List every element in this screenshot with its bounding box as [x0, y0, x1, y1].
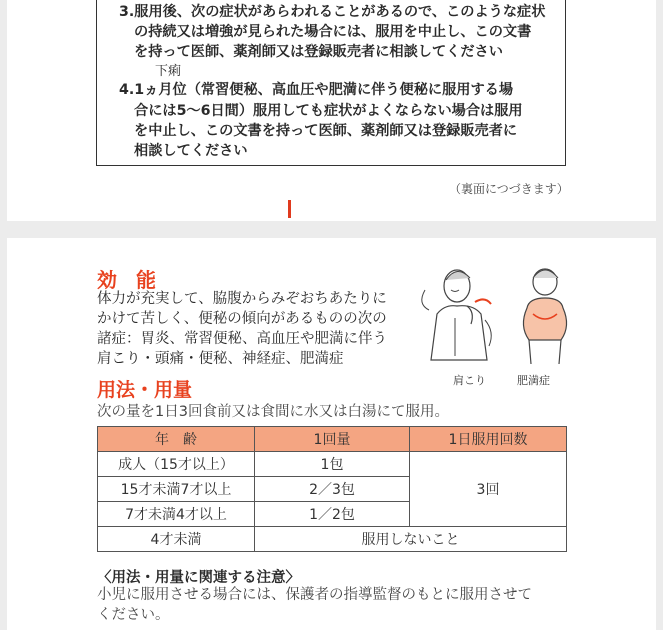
age-cell: 7才未満4才以上 — [98, 502, 255, 527]
amount-cell: 2／3包 — [255, 477, 410, 502]
warning-3-symptom: 下痢 — [155, 64, 182, 79]
age-cell: 15才未満7才以上 — [98, 477, 255, 502]
efficacy-line-1: 体力が充実して、脇腹からみぞおちあたりに — [97, 291, 387, 307]
dosage-notes-heading: 〈用法・用量に関連する注意〉 — [97, 570, 300, 586]
warning-3-line-2: の持続又は増強が見られた場合には、服用を中止し、この文書 — [134, 24, 532, 40]
age-cell: 4才未満 — [98, 527, 255, 552]
efficacy-line-4: 肩こり・頭痛・便秘、神経症、肥満症 — [97, 351, 344, 367]
header-daily-count: 1日服用回数 — [410, 427, 567, 452]
table-row — [98, 452, 567, 477]
dosage-intro: 次の量を1日3回食前又は食間に水又は白湯にて服用。 — [97, 404, 449, 420]
dosage-heading: 用法・用量 — [97, 379, 193, 401]
warning-4-line-4: 相談してください — [134, 143, 248, 159]
amount-cell: 1／2包 — [255, 502, 410, 527]
efficacy-heading: 効 能 — [97, 268, 162, 292]
table-row — [98, 527, 567, 552]
header-age: 年 齢 — [98, 427, 255, 452]
stiff-shoulder-illustration — [415, 260, 505, 368]
header-dose: 1回量 — [255, 427, 410, 452]
figure-label-obesity: 肥満症 — [517, 374, 550, 387]
page-marker — [288, 200, 291, 218]
warnings-box — [96, 0, 566, 166]
table-header-row — [98, 427, 567, 452]
warning-3-line-3: を持って医師、薬剤師又は登録販売者に相談してください — [134, 44, 503, 60]
dosage-table — [97, 426, 567, 552]
not-for-use-cell: 服用しないこと — [255, 527, 567, 552]
efficacy-line-3: 諸症：胃炎、常習便秘、高血圧や肥満に伴う — [97, 331, 387, 347]
leaflet-page-back — [7, 238, 656, 630]
dosage-notes-line-1: 小児に服用させる場合には、保護者の指導監督のもとに服用させて — [97, 587, 532, 603]
daily-count-cell: 3回 — [410, 452, 567, 527]
warning-3-line-1: 3.服用後、次の症状があらわれることがあるので、このような症状 — [119, 4, 546, 20]
warning-4-line-2: 合には5～6日間）服用しても症状がよくならない場合は服用 — [134, 103, 523, 119]
warning-4-line-1: 4.1ヵ月位（常習便秘、高血圧や肥満に伴う便秘に服用する場 — [119, 82, 514, 98]
figure-label-stiff-shoulder: 肩こり — [453, 374, 486, 387]
dosage-notes-line-2: ください。 — [97, 607, 170, 623]
leaflet-page-front — [7, 0, 656, 221]
obesity-illustration — [515, 264, 575, 368]
amount-cell: 1包 — [255, 452, 410, 477]
warning-4-line-3: を中止し、この文書を持って医師、薬剤師又は登録販売者に — [134, 123, 518, 139]
continued-note: （裏面につづきます） — [449, 182, 569, 196]
age-cell: 成人（15才以上） — [98, 452, 255, 477]
efficacy-line-2: かけて苦しく、便秘の傾向があるものの次の — [97, 311, 387, 327]
